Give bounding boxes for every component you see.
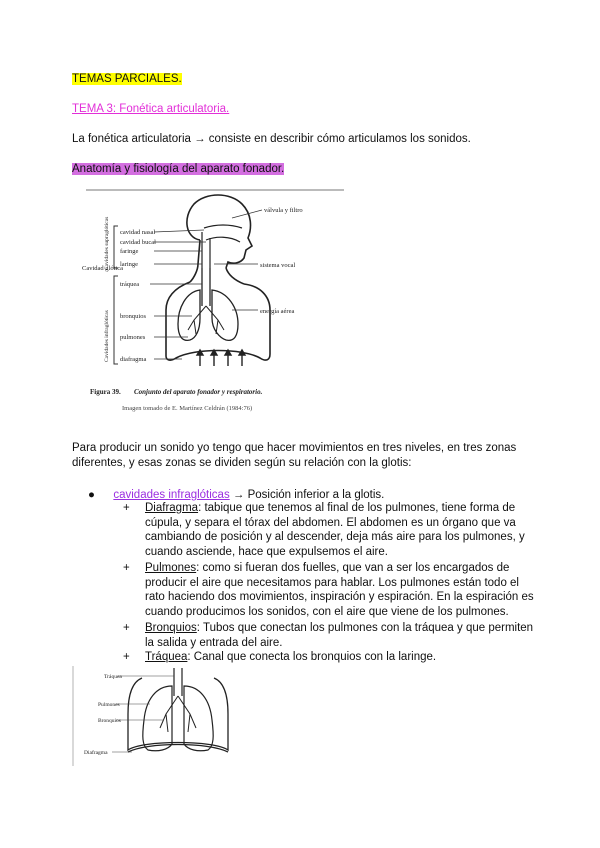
oral-cavity — [206, 237, 240, 242]
label-laringe: laringe — [120, 261, 139, 268]
left-lung — [178, 290, 200, 340]
term-pulmones: Pulmones — [145, 562, 197, 574]
label-diafragma: diafragma — [120, 356, 147, 363]
term-bronquios: Bronquios — [145, 622, 197, 634]
label-cavidad-nasal: cavidad nasal — [120, 229, 156, 236]
label-valvula: válvula y filtro — [264, 207, 303, 214]
figure-caption: Conjunto del aparato fonador y respiratorio. — [134, 388, 263, 396]
term-diafragma: Diafragma — [145, 502, 199, 514]
figure-caption-prefix: Figura 39. — [90, 388, 121, 396]
label-diafragma: Diafragma — [84, 750, 108, 756]
bullet-rest: → Posición inferior a la glotis. — [229, 489, 385, 501]
pharynx — [202, 232, 210, 268]
label-faringe: faringe — [120, 248, 139, 255]
bullet-cavidades — [88, 488, 384, 502]
label-cavidades-supraglóticas: Cavidades supraglóticas — [104, 216, 110, 270]
nasal-cavity — [204, 225, 242, 228]
label-traquea: tráquea — [120, 281, 140, 288]
sub-item-bronquios: + Bronquios: Tubos que conectan los pulmones con la tráquea y que permiten la salida y entrada del aire. — [123, 622, 534, 649]
bullet-marker: ● — [88, 489, 95, 501]
bronchi — [160, 696, 196, 732]
label-pulmones: Pulmones — [98, 702, 120, 708]
sub-marker: + — [123, 502, 130, 514]
neck-front — [226, 268, 244, 284]
intro-text: La fonética articulatoria → consiste en describir cómo articulamos los sonidos. — [72, 133, 471, 145]
section-title: Anatomía y fisiología del aparato fonador. — [72, 163, 285, 175]
label-bronquios: bronquios — [120, 313, 146, 320]
label-traquea: Tráquea — [104, 674, 122, 680]
bracket-infraglottic — [114, 276, 118, 364]
paragraph-niveles: Para producir un sonido yo tengo que hacer movimientos en tres niveles, en tres zonas diferentes, y esas zonas se dividen según su relación con la glotis: — [72, 442, 517, 469]
trachea — [202, 268, 210, 306]
figure-credit: Imagen tomado de E. Martínez Celdrán (1984:76) — [122, 405, 253, 412]
trachea — [174, 668, 182, 696]
term-traquea: Tráquea — [145, 651, 188, 663]
label-bronquios: Bronquios — [98, 718, 121, 724]
head-outline — [187, 195, 252, 268]
bracket-supraglottic — [114, 226, 118, 268]
sub-marker: + — [123, 622, 130, 634]
link-cavidades-infragloticas[interactable]: cavidades infraglóticas — [113, 489, 230, 501]
sub-item-traquea: + Tráquea: Canal que conecta los bronquios con la laringe. — [123, 651, 437, 663]
label-sistema-vocal: sistema vocal — [260, 262, 296, 269]
label-cavidades-infraglóticas: Cavidades infraglóticas — [104, 310, 110, 362]
heading-temas-parciales: TEMAS PARCIALES. — [72, 73, 182, 85]
sub-item-diafragma: + Diafragma: tabique que tenemos al final de los pulmones, tiene forma de cúpula, y separa el tórax del abdomen. El abdomen es un órgano que va cambiando de posición y al descender, deja más aire para los pulmones, y cuando asciende, hace que expulsemos el aire. — [123, 502, 525, 558]
bronchi — [188, 306, 224, 334]
neck-back — [190, 240, 200, 282]
left-lung — [143, 686, 172, 751]
sub-item-pulmones: + Pulmones: como si fueran dos fuelles, que van a ser los encargados de producir el aire que necesitamos para hablar. Los pulmones están todo el rato haciendo dos movimientos, inspiración y espiración. En la espiración es cuando producimos los sonidos, con el aire que viene de los pulmones. — [123, 562, 534, 618]
figure-aparato-fonador — [82, 188, 350, 420]
heading-tema-3[interactable]: TEMA 3: Fonética articulatoria. — [72, 103, 230, 115]
right-lung — [184, 686, 213, 751]
label-energia-aerea: energía aérea — [260, 308, 295, 315]
figure-aparato-respiratorio — [72, 666, 252, 766]
sub-marker: + — [123, 651, 130, 663]
sub-marker: + — [123, 562, 130, 574]
label-pulmones: pulmones — [120, 334, 146, 341]
label-cavidad-bucal: cavidad bucal — [120, 239, 156, 246]
label-cavidad-glotica: Cavidad glótica — [82, 265, 123, 272]
